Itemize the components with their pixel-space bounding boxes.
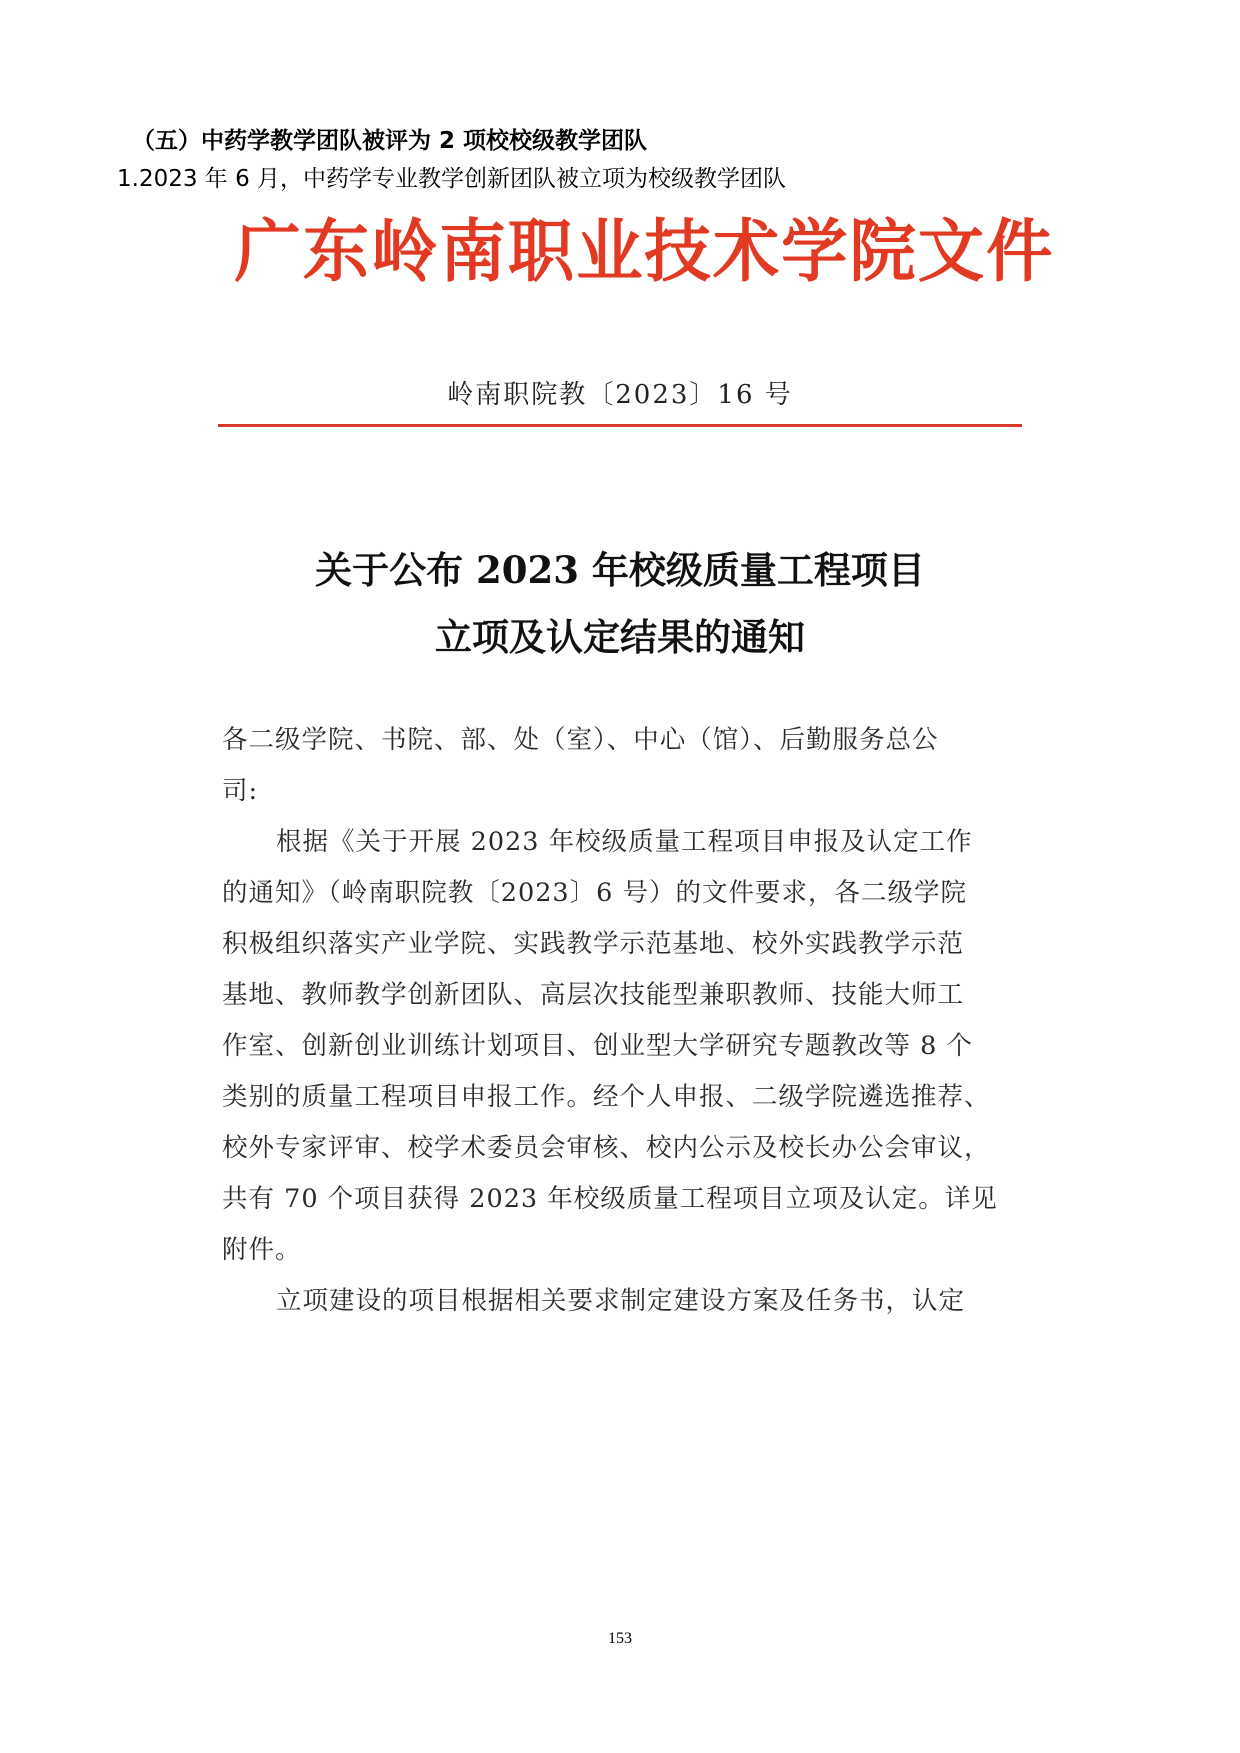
body-line: 共有 70 个项目获得 2023 年校级质量工程项目立项及认定。详见 [222,1184,998,1214]
document-header: 广东岭南职业技术学院文件 [234,212,1055,292]
body-line: 各二级学院、书院、部、处（室）、中心（馆）、后勤服务总公 [222,725,939,755]
body-line: 司: [222,776,259,806]
body-line: 立项建设的项目根据相关要求制定建设方案及任务书，认定 [276,1286,966,1316]
scanned-document [200,190,1055,1340]
document-title-line-2: 立项及认定结果的通知 [435,615,805,659]
page-number: 153 [608,1630,632,1647]
body-line: 附件。 [222,1235,302,1265]
body-line: 校外专家评审、校学术委员会审核、校内公示及校长办公会审议， [222,1133,991,1163]
body-line: 积极组织落实产业学院、实践教学示范基地、校外实践教学示范 [222,929,965,959]
body-line: 的通知》（岭南职院教〔2023〕6 号）的文件要求，各二级学院 [222,878,967,908]
sub-heading: 1.2023 年 6 月，中药学专业教学创新团队被立项为校级教学团队 [117,166,787,192]
document-number: 岭南职院教〔2023〕16 号 [447,380,793,410]
red-divider [218,424,1022,427]
body-line: 根据《关于开展 2023 年校级质量工程项目申报及认定工作 [276,827,973,857]
body-line: 类别的质量工程项目申报工作。经个人申报、二级学院遴选推荐、 [222,1082,991,1112]
body-line: 作室、创新创业训练计划项目、创业型大学研究专题教改等 8 个 [222,1031,973,1061]
section-heading: （五）中药学教学团队被评为 2 项校校级教学团队 [132,128,648,154]
document-title-line-1: 关于公布 2023 年校级质量工程项目 [315,548,925,592]
body-line: 基地、教师教学创新团队、高层次技能型兼职教师、技能大师工 [222,980,965,1010]
